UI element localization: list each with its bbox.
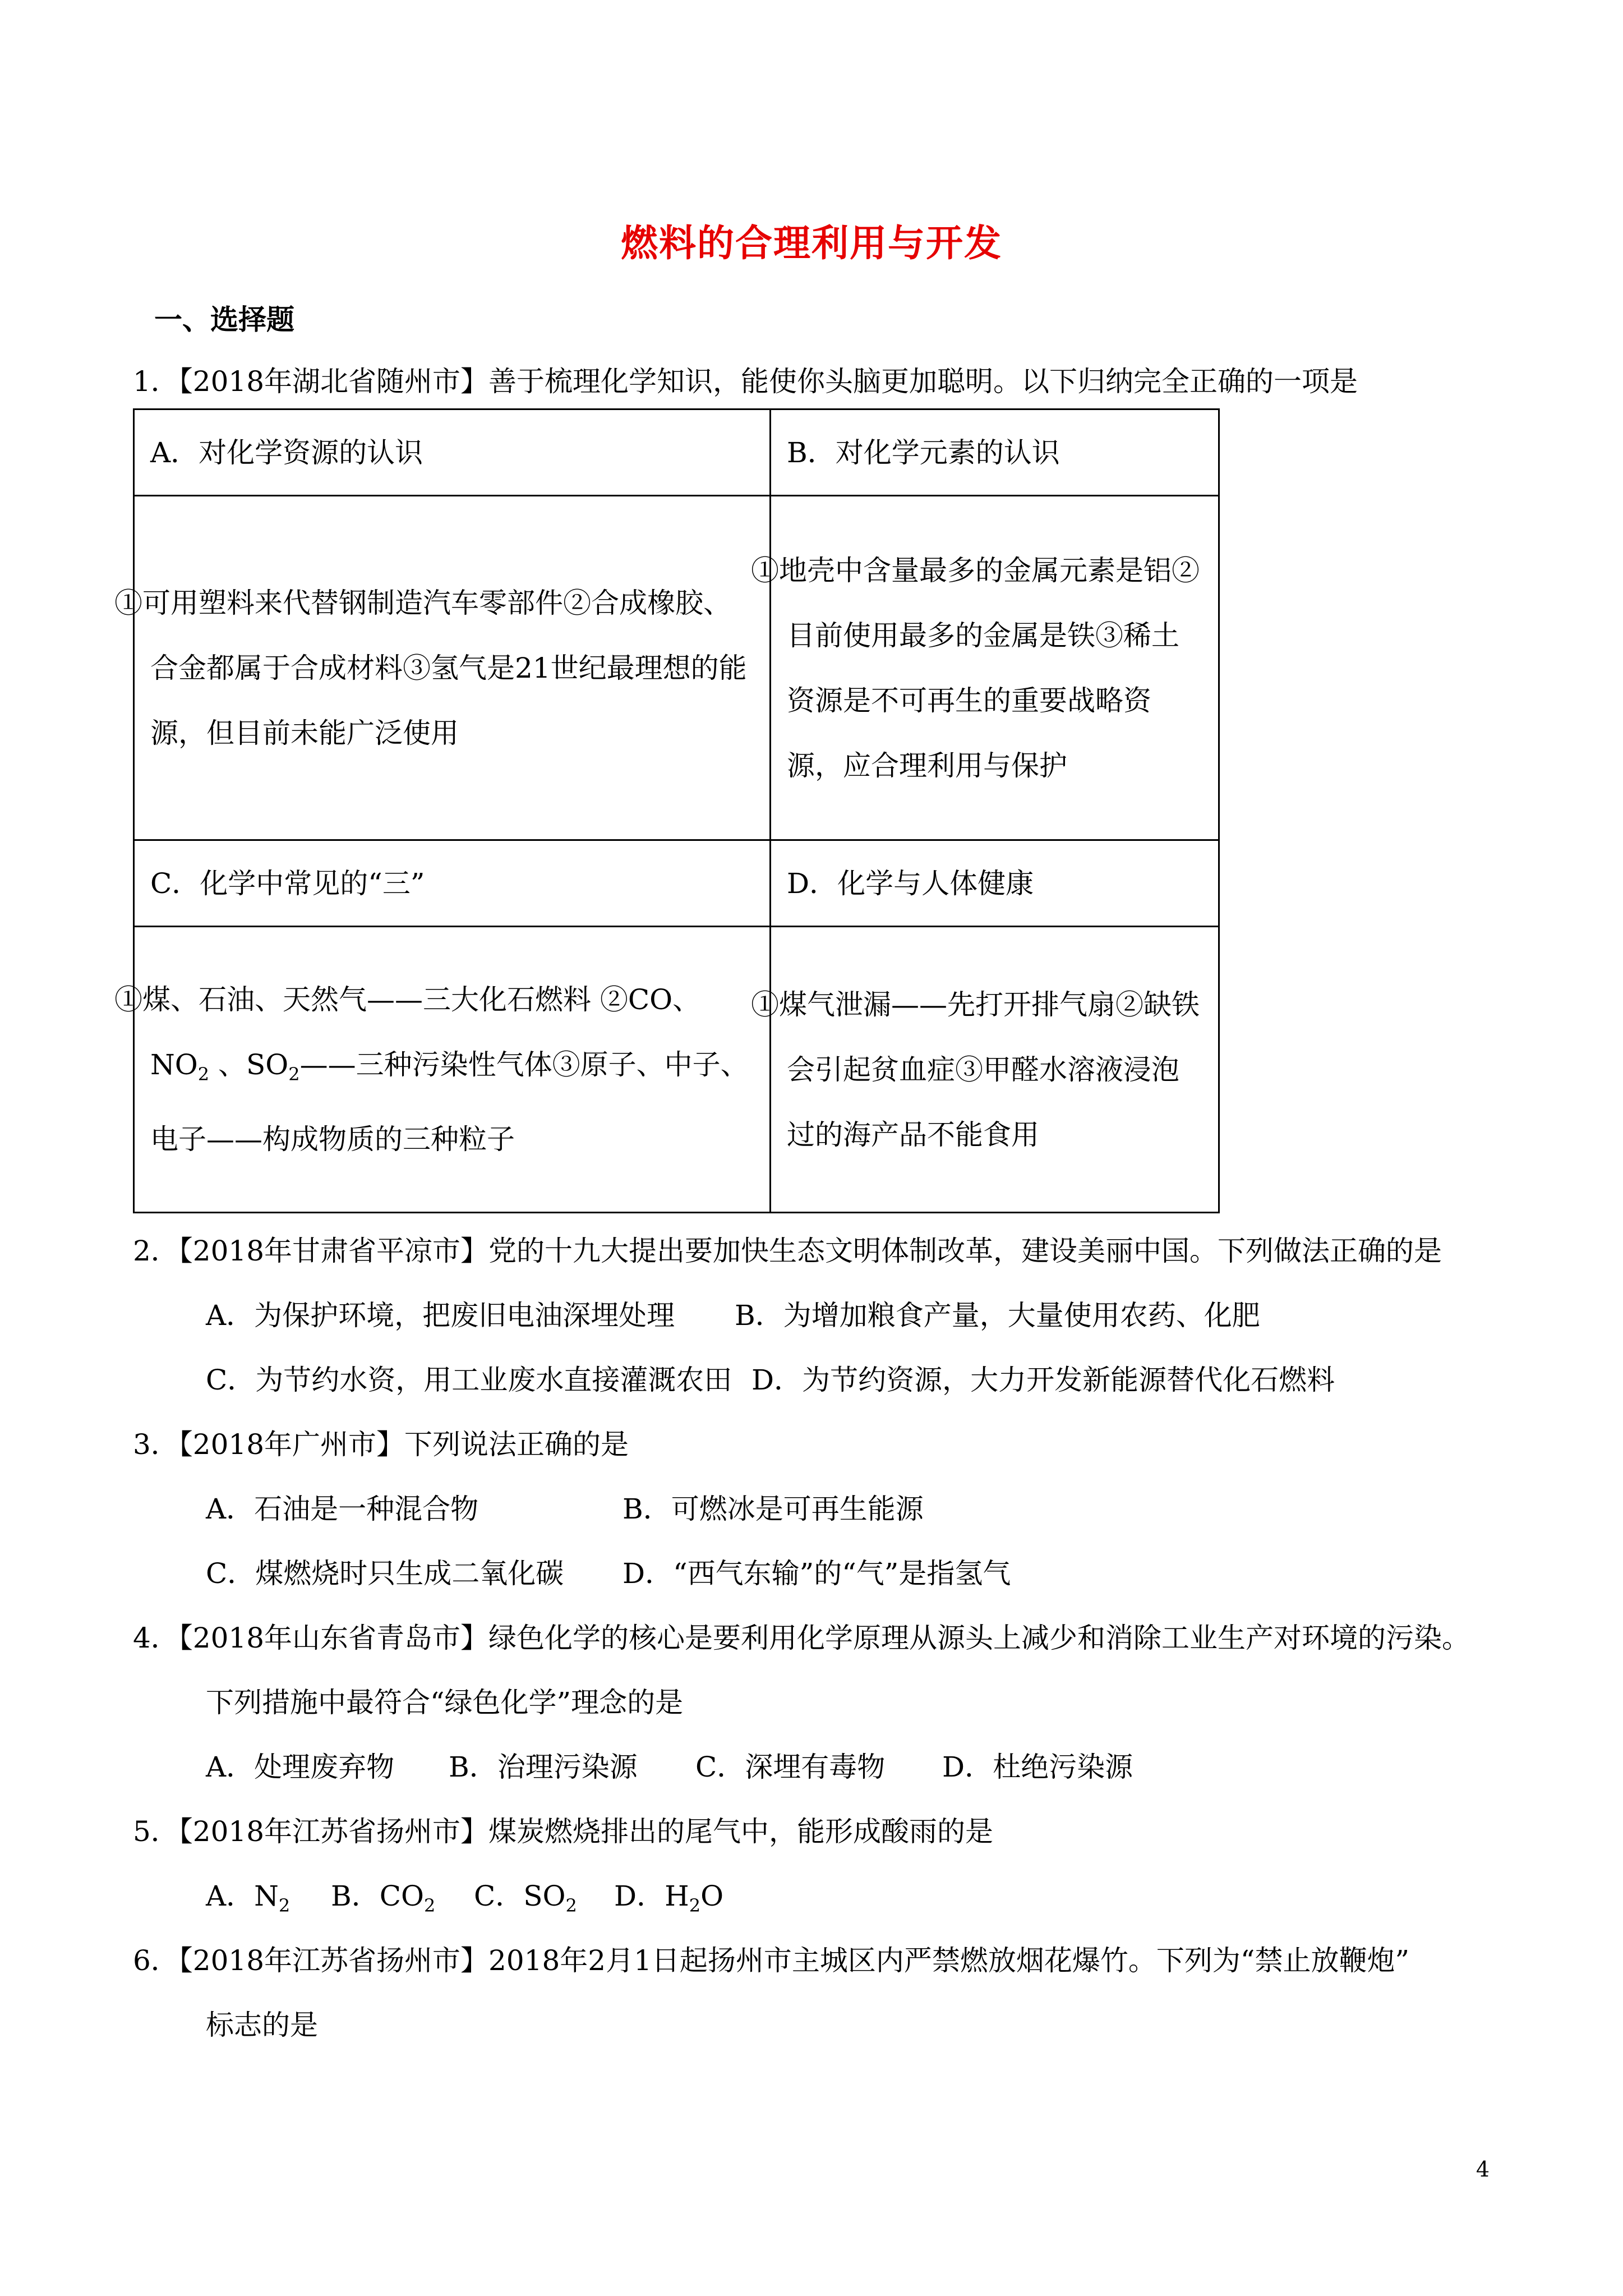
question-5-option-c: C．$SO_2$ [474, 1880, 577, 1916]
option-a-content: ①可用塑料来代替钢制造汽车零部件②合成橡胶、合金都属于合成材料③氢气是21世纪最理想的能源，但目前未能广泛使用 [134, 496, 771, 840]
question-5-stem: 5．【2018年江苏省扬州市】煤炭燃烧排出的尾气中，能形成酸雨的是 [133, 1815, 994, 1848]
question-1-table [114, 408, 1220, 1213]
page-title: 燃料的合理利用与开发 [621, 221, 1002, 265]
question-2-option-a: A．为保护环境，把废旧电油深埋处理 [206, 1299, 675, 1332]
question-3-option-d: D．“西气东输”的“气”是指氢气 [623, 1557, 1011, 1590]
question-2-option-b: B．为增加粮食产量，大量使用农药、化肥 [735, 1299, 1260, 1332]
question-3-option-a: A．石油是一种混合物 [206, 1493, 479, 1525]
page-number: 4 [1476, 2157, 1490, 2182]
question-4-option-d: D．杜绝污染源 [942, 1751, 1133, 1783]
option-d-heading: D．化学与人体健康 [771, 840, 1219, 927]
question-5-option-d: D．$H_2O$ [614, 1880, 724, 1916]
option-d-content: ①煤气泄漏——先打开排气扇②缺铁会引起贫血症③甲醛水溶液浸泡过的海产品不能食用 [771, 927, 1219, 1213]
option-c-content: ①煤、石油、天然气——三大化石燃料 ②CO、$NO_2$ 、$SO_2——$三种污染性气体③原子、中子、电子——构成物质的三种粒子 [134, 927, 771, 1213]
question-5-option-a: A．$N_2$ [206, 1880, 291, 1916]
question-6-stem: 6．【2018年江苏省扬州市】2018年2月1日起扬州市主城区内严禁燃放烟花爆竹。下列为“禁止放鞭炮” [133, 1944, 1410, 1977]
question-5-option-b: B．$CO_2$ [331, 1880, 436, 1916]
question-4-option-b: B．治理污染源 [449, 1751, 638, 1783]
question-4-option-c: C．深埋有毒物 [695, 1751, 886, 1783]
option-a-heading: A．对化学资源的认识 [134, 409, 771, 496]
section-heading: 一、选择题 [154, 303, 294, 336]
question-1-stem: 1．【2018年湖北省随州市】善于梳理化学知识，能使你头脑更加聪明。以下归纳完全正确的一项是 [133, 365, 1358, 398]
question-6-stem-continued: 标志的是 [206, 2009, 318, 2041]
option-b-content: ①地壳中含量最多的金属元素是铝②目前使用最多的金属是铁③稀土资源是不可再生的重要战略资源，应合理利用与保护 [771, 496, 1219, 840]
question-2-option-d: D．为节约资源，大力开发新能源替代化石燃料 [751, 1364, 1335, 1396]
question-4-stem: 4．【2018年山东省青岛市】绿色化学的核心是要利用化学原理从源头上减少和消除工业生产对环境的污染。 [133, 1622, 1470, 1654]
question-3-option-b: B．可燃冰是可再生能源 [623, 1493, 924, 1525]
question-2-option-c: C．为节约水资，用工业废水直接灌溉农田 [206, 1364, 732, 1396]
question-3-stem: 3．【2018年广州市】下列说法正确的是 [133, 1428, 629, 1461]
option-b-heading: B．对化学元素的认识 [771, 409, 1219, 496]
question-4-option-a: A．处理废弃物 [206, 1751, 395, 1783]
question-2-stem: 2．【2018年甘肃省平凉市】党的十九大提出要加快生态文明体制改革，建设美丽中国。下列做法正确的是 [133, 1235, 1442, 1267]
option-c-heading: C．化学中常见的“三” [134, 840, 771, 927]
question-3-option-c: C．煤燃烧时只生成二氧化碳 [206, 1557, 564, 1590]
question-4-stem-continued: 下列措施中最符合“绿色化学”理念的是 [206, 1686, 684, 1719]
